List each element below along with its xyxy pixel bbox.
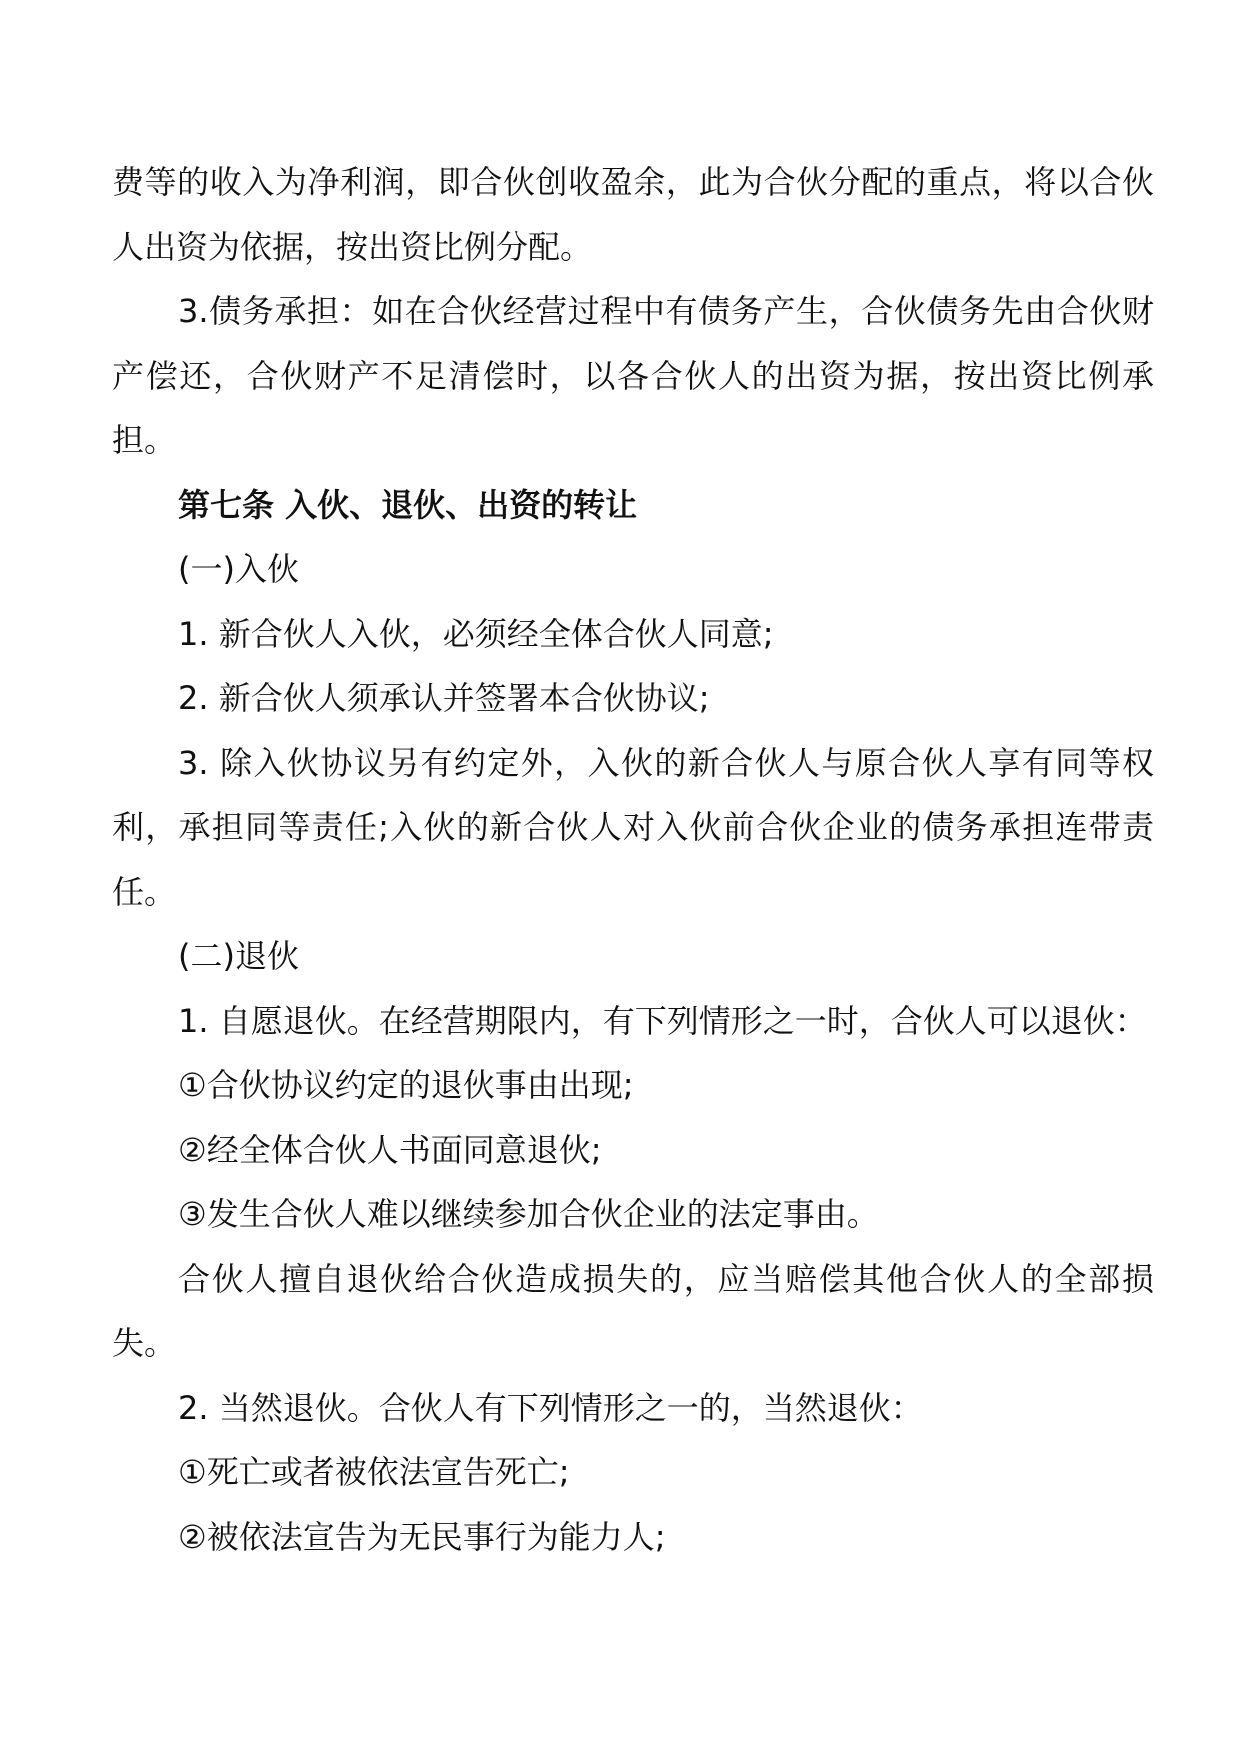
voluntary-withdrawal-case-3: ③发生合伙人难以继续参加合伙企业的法定事由。	[178, 1195, 879, 1233]
automatic-withdrawal: 2. 当然退伙。合伙人有下列情形之一的，当然退伙：	[178, 1388, 923, 1427]
joining-item-1: 1. 新合伙人入伙，必须经全体合伙人同意;	[178, 614, 774, 653]
joining-item-3: 3. 除入伙协议另有约定外，入伙的新合伙人与原合伙人享有同等权利，承担同等责任;入伙的新合伙人对入伙前合伙企业的债务承担连带责任。	[112, 743, 1154, 911]
section-joining-heading: (一)入伙	[178, 550, 299, 588]
joining-item-2: 2. 新合伙人须承认并签署本合伙协议;	[178, 679, 710, 717]
document-body	[112, 150, 1154, 1569]
unauthorized-withdrawal-liability: 合伙人擅自退伙给合伙造成损失的，应当赔偿其他合伙人的全部损失。	[112, 1259, 1154, 1362]
voluntary-withdrawal-case-2: ②经全体合伙人书面同意退伙;	[178, 1130, 602, 1169]
section-withdrawal-heading: (二)退伙	[178, 937, 299, 975]
voluntary-withdrawal: 1. 自愿退伙。在经营期限内，有下列情形之一时，合伙人可以退伙：	[178, 1001, 1147, 1040]
automatic-withdrawal-case-1: ①死亡或者被依法宣告死亡;	[178, 1453, 570, 1491]
automatic-withdrawal-case-2: ②被依法宣告为无民事行为能力人;	[178, 1517, 666, 1556]
article-seven-heading: 第七条 入伙、退伙、出资的转让	[178, 485, 638, 524]
paragraph-profit-distribution: 费等的收入为净利润，即合伙创收盈余，此为合伙分配的重点，将以合伙人出资为依据，按出资比例分配。	[112, 163, 1154, 266]
paragraph-debt-bearing: 3.债务承担：如在合伙经营过程中有债务产生，合伙债务先由合伙财产偿还，合伙财产不足清偿时，以各合伙人的出资为据，按出资比例承担。	[112, 292, 1154, 459]
voluntary-withdrawal-case-1: ①合伙协议约定的退伙事由出现;	[178, 1066, 634, 1104]
